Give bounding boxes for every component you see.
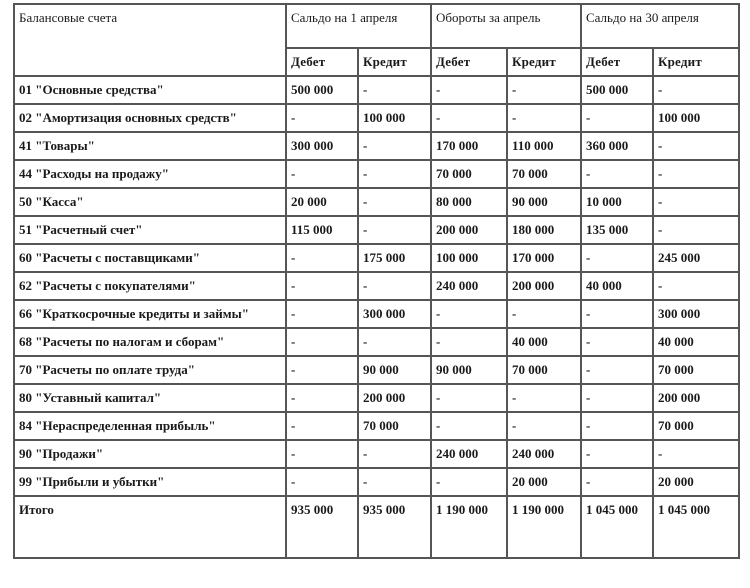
turnover-balance-table <box>13 3 740 559</box>
closing-debit-cell: - <box>581 160 653 188</box>
closing-credit-cell: - <box>653 76 739 104</box>
closing-debit-cell: 500 000 <box>581 76 653 104</box>
opening-debit-cell: - <box>286 468 358 496</box>
table-row <box>14 132 739 160</box>
table-row <box>14 468 739 496</box>
table-body <box>14 76 739 558</box>
header-credit: Кредит <box>653 48 739 76</box>
closing-credit-cell: - <box>653 160 739 188</box>
closing-debit-cell: 360 000 <box>581 132 653 160</box>
closing-credit-cell: 245 000 <box>653 244 739 272</box>
opening-debit-cell: - <box>286 160 358 188</box>
table-row <box>14 384 739 412</box>
header-credit: Кредит <box>358 48 431 76</box>
table-row <box>14 412 739 440</box>
table-row <box>14 356 739 384</box>
header-debit: Дебет <box>286 48 358 76</box>
closing-credit-cell: - <box>653 272 739 300</box>
turnover-credit-cell: 170 000 <box>507 244 581 272</box>
account-name: 80 "Уставный капитал" <box>14 384 286 412</box>
turnover-debit-cell: - <box>431 328 507 356</box>
table-row <box>14 160 739 188</box>
closing-credit-cell: 20 000 <box>653 468 739 496</box>
header-row-groups <box>14 4 739 48</box>
turnover-credit-cell: 40 000 <box>507 328 581 356</box>
turnover-debit-cell: 70 000 <box>431 160 507 188</box>
closing-credit-cell: 40 000 <box>653 328 739 356</box>
closing-debit-cell: - <box>581 468 653 496</box>
closing-credit-cell: 70 000 <box>653 356 739 384</box>
opening-credit-cell: - <box>358 188 431 216</box>
opening-credit-cell: 935 000 <box>358 496 431 558</box>
turnover-credit-cell: - <box>507 104 581 132</box>
turnover-debit-cell: 170 000 <box>431 132 507 160</box>
turnover-debit-cell: 240 000 <box>431 272 507 300</box>
opening-debit-cell: - <box>286 384 358 412</box>
account-name: 50 "Касса" <box>14 188 286 216</box>
turnover-credit-cell: - <box>507 300 581 328</box>
table-row <box>14 104 739 132</box>
turnover-debit-cell: 80 000 <box>431 188 507 216</box>
turnover-credit-cell: - <box>507 412 581 440</box>
header-debit: Дебет <box>431 48 507 76</box>
closing-debit-cell: - <box>581 328 653 356</box>
opening-debit-cell: - <box>286 328 358 356</box>
opening-credit-cell: - <box>358 440 431 468</box>
account-name: 60 "Расчеты с поставщиками" <box>14 244 286 272</box>
closing-debit-cell: - <box>581 300 653 328</box>
account-name: 66 "Краткосрочные кредиты и займы" <box>14 300 286 328</box>
opening-credit-cell: - <box>358 160 431 188</box>
opening-credit-cell: - <box>358 132 431 160</box>
closing-credit-cell: 300 000 <box>653 300 739 328</box>
opening-credit-cell: 70 000 <box>358 412 431 440</box>
opening-debit-cell: - <box>286 300 358 328</box>
turnover-debit-cell: - <box>431 384 507 412</box>
opening-credit-cell: 200 000 <box>358 384 431 412</box>
account-name: 70 "Расчеты по оплате труда" <box>14 356 286 384</box>
turnover-credit-cell: 1 190 000 <box>507 496 581 558</box>
header-closing-balance: Сальдо на 30 апреля <box>581 4 739 48</box>
turnover-credit-cell: 70 000 <box>507 356 581 384</box>
turnover-debit-cell: - <box>431 300 507 328</box>
turnover-credit-cell: 20 000 <box>507 468 581 496</box>
turnover-credit-cell: 110 000 <box>507 132 581 160</box>
turnover-debit-cell: 90 000 <box>431 356 507 384</box>
table-row <box>14 188 739 216</box>
turnover-debit-cell: - <box>431 104 507 132</box>
balance-sheet <box>13 3 740 559</box>
account-name: Итого <box>14 496 286 558</box>
turnover-credit-cell: 90 000 <box>507 188 581 216</box>
opening-credit-cell: - <box>358 468 431 496</box>
account-name: 84 "Нераспределенная прибыль" <box>14 412 286 440</box>
closing-credit-cell: 70 000 <box>653 412 739 440</box>
closing-credit-cell: - <box>653 132 739 160</box>
opening-credit-cell: 90 000 <box>358 356 431 384</box>
turnover-credit-cell: - <box>507 76 581 104</box>
table-row <box>14 272 739 300</box>
closing-credit-cell: 100 000 <box>653 104 739 132</box>
table-row <box>14 244 739 272</box>
account-name: 02 "Амортизация основных средств" <box>14 104 286 132</box>
closing-debit-cell: - <box>581 104 653 132</box>
turnover-credit-cell: 70 000 <box>507 160 581 188</box>
opening-debit-cell: 500 000 <box>286 76 358 104</box>
opening-debit-cell: - <box>286 440 358 468</box>
turnover-debit-cell: 1 190 000 <box>431 496 507 558</box>
closing-debit-cell: - <box>581 384 653 412</box>
opening-credit-cell: - <box>358 76 431 104</box>
turnover-debit-cell: 200 000 <box>431 216 507 244</box>
account-name: 62 "Расчеты с покупателями" <box>14 272 286 300</box>
turnover-debit-cell: 240 000 <box>431 440 507 468</box>
opening-debit-cell: 935 000 <box>286 496 358 558</box>
closing-credit-cell: - <box>653 216 739 244</box>
opening-debit-cell: 20 000 <box>286 188 358 216</box>
opening-debit-cell: - <box>286 272 358 300</box>
closing-debit-cell: - <box>581 244 653 272</box>
table-row <box>14 300 739 328</box>
account-name: 01 "Основные средства" <box>14 76 286 104</box>
account-name: 99 "Прибыли и убытки" <box>14 468 286 496</box>
header-accounts: Балансовые счета <box>14 4 286 76</box>
turnover-credit-cell: 200 000 <box>507 272 581 300</box>
total-row <box>14 496 739 558</box>
account-name: 41 "Товары" <box>14 132 286 160</box>
closing-debit-cell: - <box>581 440 653 468</box>
closing-debit-cell: - <box>581 356 653 384</box>
account-name: 90 "Продажи" <box>14 440 286 468</box>
opening-debit-cell: - <box>286 244 358 272</box>
closing-credit-cell: - <box>653 188 739 216</box>
opening-credit-cell: 300 000 <box>358 300 431 328</box>
opening-debit-cell: - <box>286 356 358 384</box>
closing-debit-cell: 135 000 <box>581 216 653 244</box>
turnover-credit-cell: 240 000 <box>507 440 581 468</box>
closing-debit-cell: - <box>581 412 653 440</box>
table-row <box>14 440 739 468</box>
account-name: 68 "Расчеты по налогам и сборам" <box>14 328 286 356</box>
account-name: 44 "Расходы на продажу" <box>14 160 286 188</box>
opening-credit-cell: - <box>358 328 431 356</box>
closing-debit-cell: 10 000 <box>581 188 653 216</box>
closing-credit-cell: 200 000 <box>653 384 739 412</box>
opening-credit-cell: 100 000 <box>358 104 431 132</box>
opening-debit-cell: - <box>286 412 358 440</box>
table-row <box>14 216 739 244</box>
table-row <box>14 76 739 104</box>
header-turnover: Обороты за апрель <box>431 4 581 48</box>
opening-debit-cell: 115 000 <box>286 216 358 244</box>
closing-credit-cell: - <box>653 440 739 468</box>
header-debit: Дебет <box>581 48 653 76</box>
opening-credit-cell: - <box>358 272 431 300</box>
opening-debit-cell: 300 000 <box>286 132 358 160</box>
turnover-credit-cell: 180 000 <box>507 216 581 244</box>
header-opening-balance: Сальдо на 1 апреля <box>286 4 431 48</box>
header-credit: Кредит <box>507 48 581 76</box>
turnover-debit-cell: - <box>431 76 507 104</box>
opening-credit-cell: 175 000 <box>358 244 431 272</box>
turnover-credit-cell: - <box>507 384 581 412</box>
turnover-debit-cell: - <box>431 468 507 496</box>
turnover-debit-cell: 100 000 <box>431 244 507 272</box>
opening-credit-cell: - <box>358 216 431 244</box>
table-row <box>14 328 739 356</box>
closing-credit-cell: 1 045 000 <box>653 496 739 558</box>
closing-debit-cell: 40 000 <box>581 272 653 300</box>
closing-debit-cell: 1 045 000 <box>581 496 653 558</box>
account-name: 51 "Расчетный счет" <box>14 216 286 244</box>
opening-debit-cell: - <box>286 104 358 132</box>
turnover-debit-cell: - <box>431 412 507 440</box>
